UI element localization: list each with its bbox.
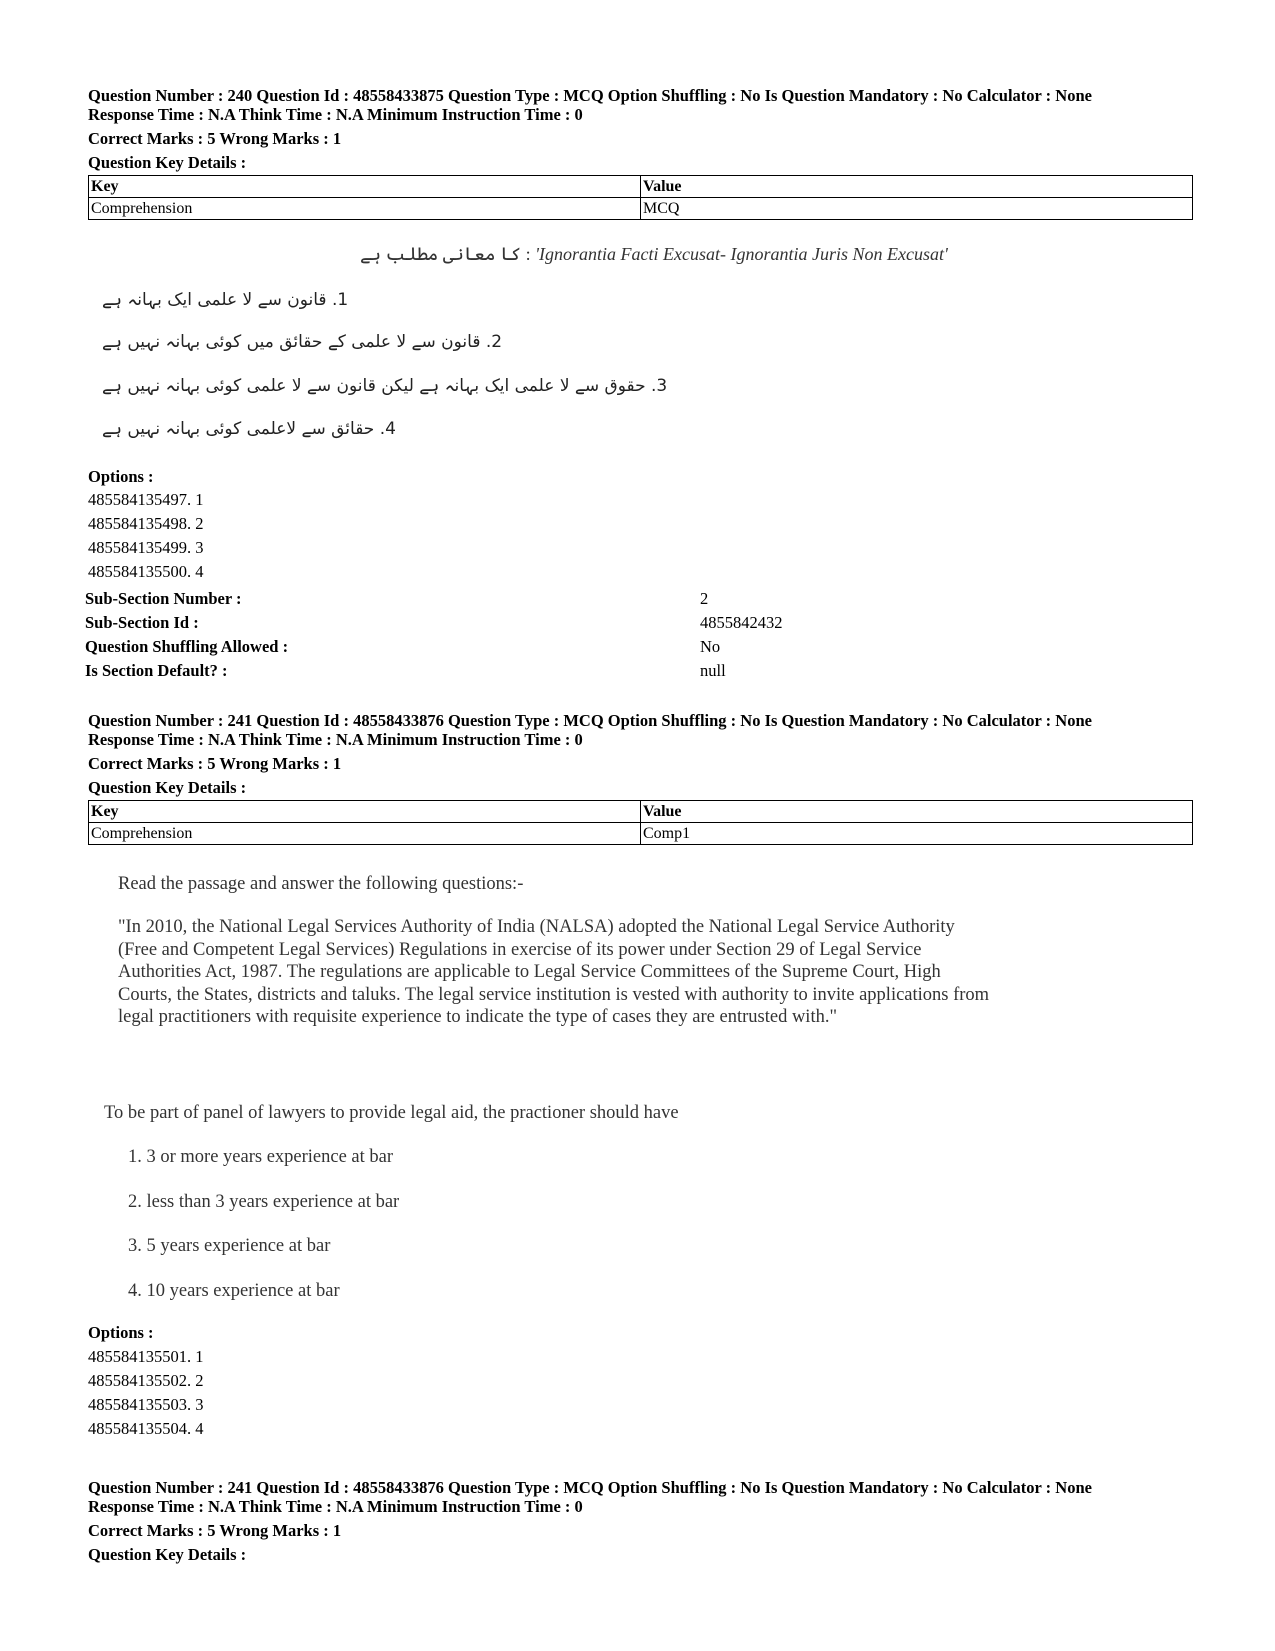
table-row [89, 823, 1193, 845]
value-cell: MCQ [641, 198, 1193, 220]
question-header: Question Number : 241 Question Id : 48558433876 Question Type : MCQ Option Shuffling : No Is Question Mandatory : No Calculator : None [88, 711, 1092, 730]
urdu-option-1: 1. قانون سے لا علمی ایک بہانہ ہے [102, 290, 349, 310]
question-240-block [88, 86, 1193, 220]
mcq-option-1: 1. 3 or more years experience at bar [128, 1147, 394, 1167]
question-marks: Correct Marks : 5 Wrong Marks : 1 [88, 129, 342, 148]
urdu-question-text [360, 244, 960, 265]
question-shuffling-label: Question Shuffling Allowed : [85, 637, 289, 656]
key-details-label: Question Key Details : [88, 778, 247, 797]
section-default-value: null [700, 661, 726, 680]
mcq-option-3: 3. 5 years experience at bar [128, 1236, 331, 1256]
key-header: Key [89, 801, 641, 823]
urdu-option-4: 4. حقائق سے لاعلمی کوئی بہانہ نہیں ہے [102, 419, 396, 439]
subsection-number-value: 2 [700, 589, 709, 608]
key-details-label: Question Key Details : [88, 1545, 247, 1564]
subsection-id-label: Sub-Section Id : [85, 613, 199, 632]
options-label: Options : [88, 467, 154, 486]
question-marks: Correct Marks : 5 Wrong Marks : 1 [88, 1521, 342, 1540]
value-header: Value [641, 801, 1193, 823]
urdu-option-2: 2. قانون سے لا علمی کے حقائق میں کوئی بہانہ نہیں ہے [102, 332, 503, 352]
option-id-3: 485584135499. 3 [88, 538, 204, 557]
passage-intro: Read the passage and answer the following questions:- [118, 874, 524, 894]
option-id-2: 485584135502. 2 [88, 1371, 204, 1390]
option-id-1: 485584135497. 1 [88, 490, 204, 509]
subsection-id-value: 4855842432 [700, 613, 783, 632]
question-shuffling-value: No [700, 637, 721, 656]
value-header: Value [641, 176, 1193, 198]
option-id-3: 485584135503. 3 [88, 1395, 204, 1414]
urdu-option-3: 3. حقوق سے لا علمی ایک بہانہ ہے لیکن قانون سے لا علمی کوئی بہانہ نہیں ہے [102, 376, 668, 396]
question-header: Question Number : 240 Question Id : 48558433875 Question Type : MCQ Option Shuffling : No Is Question Mandatory : No Calculator : None [88, 86, 1092, 105]
table-row [89, 198, 1193, 220]
passage-text: "In 2010, the National Legal Services Authority of India (NALSA) adopted the National Legal Service Authority (Free and Competent Legal Services) Regulations in exercise of its power under Section 29 of Legal Service Authorities Act, 1987. The regulations are applicable to Legal Service Committees of the Supreme Court, High Courts, the States, districts and taluks. The legal service institution is vested with authority to invite applications from legal practitioners with requisite experience to indicate the type of cases they are entrusted with." [118, 917, 990, 1027]
option-id-2: 485584135498. 2 [88, 514, 204, 533]
subsection-number-label: Sub-Section Number : [85, 589, 242, 608]
key-cell: Comprehension [89, 823, 641, 845]
question-241-block [88, 711, 1193, 845]
option-id-1: 485584135501. 1 [88, 1347, 204, 1366]
option-id-4: 485584135500. 4 [88, 562, 204, 581]
key-header: Key [89, 176, 641, 198]
question-timing: Response Time : N.A Think Time : N.A Minimum Instruction Time : 0 [88, 1497, 583, 1516]
key-details-table [88, 175, 1193, 220]
question-timing: Response Time : N.A Think Time : N.A Minimum Instruction Time : 0 [88, 730, 583, 749]
urdu-question-prefix: : کا معانی مطلب ہے [360, 244, 531, 264]
option-id-4: 485584135504. 4 [88, 1419, 204, 1438]
value-cell: Comp1 [641, 823, 1193, 845]
table-header-row [89, 801, 1193, 823]
question-241-repeat-block [88, 1478, 1193, 1565]
mcq-option-2: 2. less than 3 years experience at bar [128, 1192, 400, 1212]
key-cell: Comprehension [89, 198, 641, 220]
table-header-row [89, 176, 1193, 198]
question-stem: To be part of panel of lawyers to provide legal aid, the practioner should have [104, 1103, 679, 1123]
key-details-label: Question Key Details : [88, 153, 247, 172]
question-timing: Response Time : N.A Think Time : N.A Minimum Instruction Time : 0 [88, 105, 583, 124]
question-marks: Correct Marks : 5 Wrong Marks : 1 [88, 754, 342, 773]
mcq-option-4: 4. 10 years experience at bar [128, 1281, 340, 1301]
section-default-label: Is Section Default? : [85, 661, 228, 680]
key-details-table [88, 800, 1193, 845]
options-label: Options : [88, 1323, 154, 1342]
latin-maxim: 'Ignorantia Facti Excusat- Ignorantia Juris Non Excusat' [535, 244, 948, 264]
question-header: Question Number : 241 Question Id : 48558433876 Question Type : MCQ Option Shuffling : No Is Question Mandatory : No Calculator : None [88, 1478, 1092, 1497]
